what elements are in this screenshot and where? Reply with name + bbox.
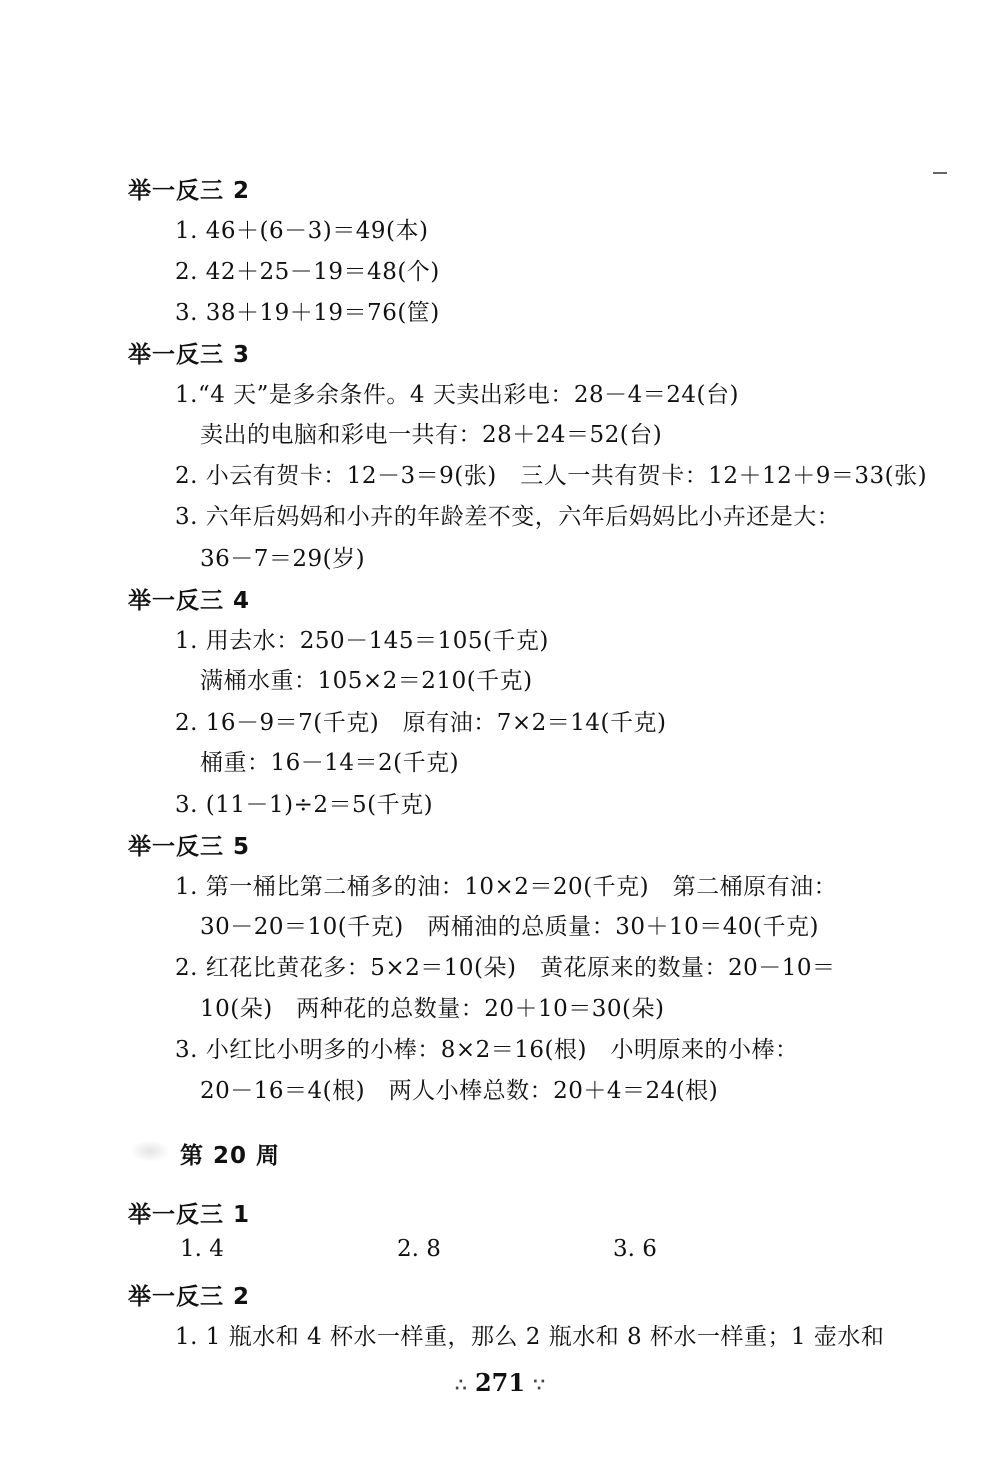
answer-line: 1. 1 瓶水和 4 杯水一样重，那么 2 瓶水和 8 杯水一样重；1 壶水和 bbox=[175, 1324, 885, 1350]
answer-line: 2. 42＋25－19＝48(个) bbox=[175, 259, 440, 285]
section-heading-4: 举一反三 4 bbox=[128, 588, 251, 614]
page-number-value: 271 bbox=[474, 1368, 526, 1397]
answer-line: 3. (11－1)÷2＝5(千克) bbox=[175, 792, 434, 818]
page-number bbox=[0, 1368, 1000, 1397]
answer-line: 1. 用去水：250－145＝105(千克) bbox=[175, 628, 549, 654]
week-section-heading-1: 举一反三 1 bbox=[128, 1202, 251, 1228]
answer-line: 1. 第一桶比第二桶多的油：10×2＝20(千克) 第二桶原有油： bbox=[175, 874, 838, 900]
dots-left-icon: ∴ bbox=[455, 1375, 467, 1396]
answer-line: 2. 16－9＝7(千克) 原有油：7×2＝14(千克) bbox=[175, 710, 667, 736]
section-heading-2: 举一反三 2 bbox=[128, 178, 251, 204]
answer-line: 36－7＝29(岁) bbox=[200, 546, 366, 572]
section-heading-5: 举一反三 5 bbox=[128, 834, 251, 860]
answer-line: 30－20＝10(千克) 两桶油的总质量：30＋10＝40(千克) bbox=[200, 914, 819, 940]
answer-line: 3. 小红比小明多的小棒：8×2＝16(根) 小明原来的小棒： bbox=[175, 1037, 799, 1063]
answer-item: 2. 8 bbox=[397, 1236, 441, 1262]
week-section-heading-2: 举一反三 2 bbox=[128, 1284, 251, 1310]
answer-line: 桶重：16－14＝2(千克) bbox=[200, 750, 460, 776]
answer-line: 1.“4 天”是多余条件。4 天卖出彩电：28－4＝24(台) bbox=[175, 382, 739, 408]
answer-item: 3. 6 bbox=[613, 1236, 657, 1262]
answer-line: 20－16＝4(根) 两人小棒总数：20＋4＝24(根) bbox=[200, 1078, 719, 1104]
answer-line: 满桶水重：105×2＝210(千克) bbox=[200, 668, 533, 694]
answer-line: 2. 小云有贺卡：12－3＝9(张) 三人一共有贺卡：12＋12＋9＝33(张) bbox=[175, 463, 928, 489]
answer-line: 3. 38＋19＋19＝76(筐) bbox=[175, 300, 440, 326]
answer-line: 10(朵) 两种花的总数量：20＋10＝30(朵) bbox=[200, 996, 665, 1022]
answer-item: 1. 4 bbox=[180, 1236, 224, 1262]
section-heading-3: 举一反三 3 bbox=[128, 342, 251, 368]
answer-line: 3. 六年后妈妈和小卉的年龄差不变，六年后妈妈比小卉还是大： bbox=[175, 504, 841, 530]
answer-line: 卖出的电脑和彩电一共有：28＋24＝52(台) bbox=[200, 422, 663, 448]
answer-line: 1. 46＋(6－3)＝49(本) bbox=[175, 218, 429, 244]
scan-mark bbox=[933, 172, 947, 174]
dots-right-icon: ∵ bbox=[533, 1375, 545, 1396]
answer-line: 2. 红花比黄花多：5×2＝10(朵) 黄花原来的数量：20－10＝ bbox=[175, 955, 836, 981]
scan-smudge bbox=[130, 1140, 170, 1162]
week-title: 第 20 周 bbox=[180, 1143, 281, 1169]
